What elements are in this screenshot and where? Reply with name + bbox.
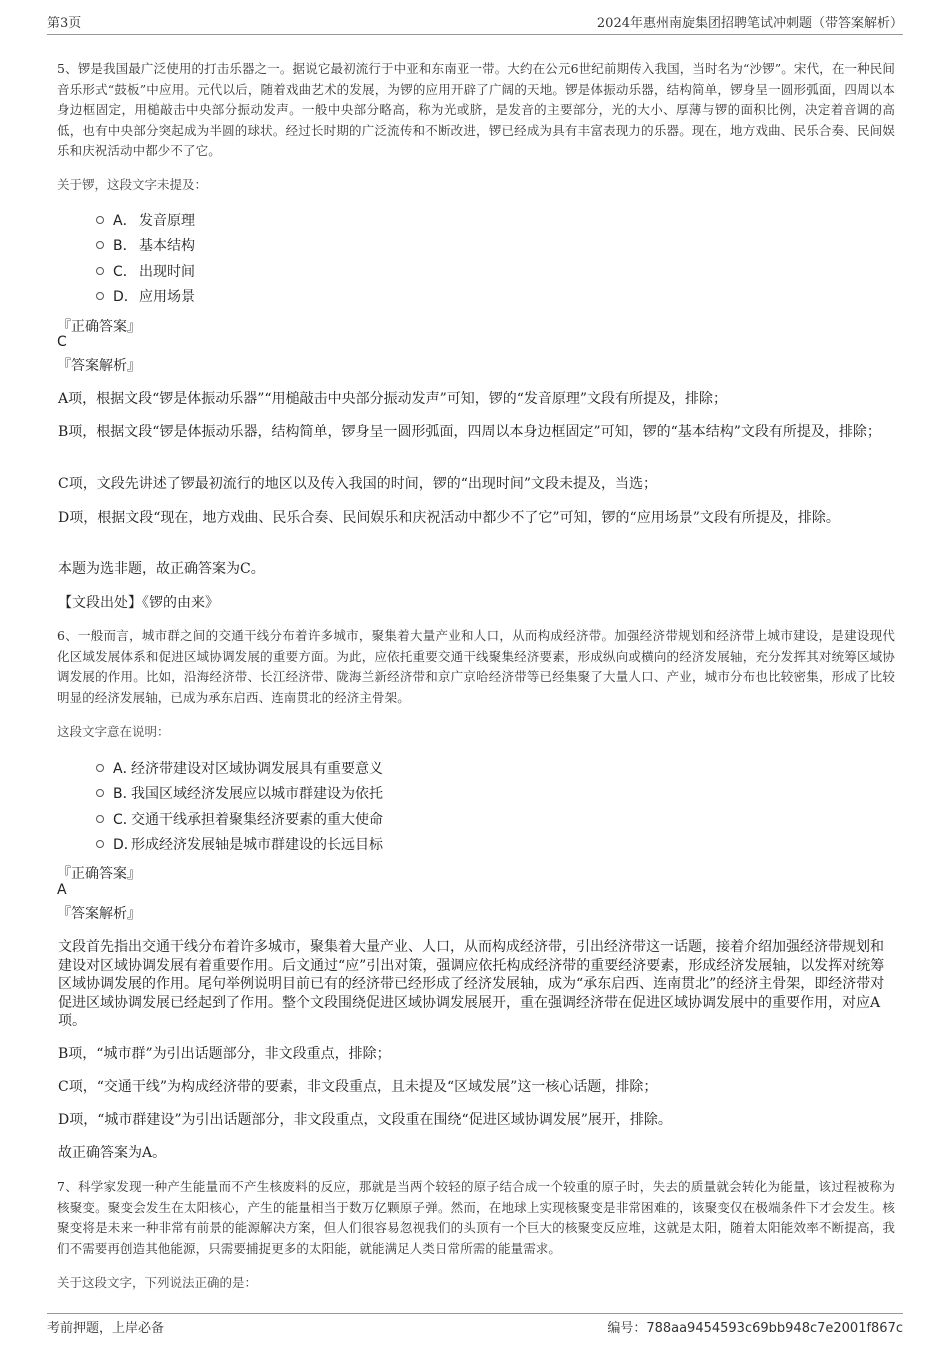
q5-answer-label: 『正确答案』 [57, 319, 141, 335]
option-text: 应用场景 [139, 289, 195, 306]
q5-source: 【文段出处】《锣的由来》 [58, 595, 219, 611]
q5-option-a[interactable] [96, 207, 195, 233]
option-letter: B． [113, 786, 137, 803]
option-letter: A． [113, 212, 137, 229]
q5-option-c[interactable] [96, 258, 195, 284]
radio-icon[interactable] [96, 815, 104, 823]
q6-explanation-d: D项，“城市群建设”为引出话题部分，非文段重点，文段重在围绕“促进区域协调发展”展开，排除。 [58, 1112, 672, 1128]
q5-option-d[interactable] [96, 284, 195, 310]
option-letter: A． [113, 760, 137, 777]
option-text: 出现时间 [139, 263, 195, 280]
q6-explanation-c: C项，“交通干线”为构成经济带的要素，非文段重点，且未提及“区域发展”这一核心话题，排除； [58, 1079, 658, 1095]
q6-option-a[interactable] [96, 755, 383, 781]
q6-question: 这段文字意在说明： [57, 724, 170, 739]
q6-answer: A [57, 882, 67, 898]
page-header [47, 12, 903, 35]
q7-passage: 7、科学家发现一种产生能量而不产生核废料的反应，那就是当两个较轻的原子结合成一个较重的原子时，失去的质量就会转化为能量，该过程被称为核聚变。聚变会发生在太阳核心，产生的能量相当于数万亿颗原子弹。然而，在地球上实现核聚变是非常困难的，该聚变仅在极端条件下才会发生。核聚变将是未来一种非常有前景的能源解决方案，但人们很容易忽视我们的头顶有一个巨大的核聚变反应堆，这就是太阳，随着太阳能效率不断提高，我们不需要再创造其他能源，只需要捕捉更多的太阳能，就能满足人类日常所需的能量需求。 [57, 1179, 895, 1256]
option-text: 经济带建设对区域协调发展具有重要意义 [131, 760, 383, 777]
radio-icon[interactable] [96, 789, 104, 797]
q5-analysis-label: 『答案解析』 [57, 358, 141, 374]
radio-icon[interactable] [96, 241, 104, 249]
q6-answer-label: 『正确答案』 [57, 866, 141, 882]
option-text: 发音原理 [139, 212, 195, 229]
radio-icon[interactable] [96, 216, 104, 224]
option-text: 交通干线承担着聚集经济要素的重大使命 [131, 811, 383, 828]
radio-icon[interactable] [96, 292, 104, 300]
page-footer [47, 1313, 903, 1336]
footer-motto: 考前押题，上岸必备 [47, 1321, 165, 1336]
option-letter: B． [113, 238, 137, 255]
q5-conclusion: 本题为选非题，故正确答案为C。 [58, 561, 265, 577]
option-text: 形成经济发展轴是城市群建设的长远目标 [131, 837, 383, 854]
page-number: 第3页 [47, 16, 82, 31]
q5-answer: C [57, 334, 67, 350]
radio-icon[interactable] [96, 764, 104, 772]
q6-explanation-b: B项，“城市群”为引出话题部分，非文段重点，排除； [58, 1046, 391, 1062]
q6-conclusion: 故正确答案为A。 [58, 1145, 167, 1161]
option-letter: D． [113, 837, 138, 854]
q6-explanation-main: 文段首先指出交通干线分布着许多城市，聚集着大量产业、人口，从而构成经济带，引出经济带这一话题，接着介绍加强经济带规划和建设对区域协调发展有着重要作用。后文通过“应”引出对策，强调应依托构成经济带的重要经济要素，形成经济发展轴，以发挥对统筹区域协调发展的作用。尾句举例说明目前已有的经济带已经形成了经济发展轴，成为“承东启西、连南贯北”的经济主骨架，即经济带对促进区域协调发展已经起到了作用。整个文段围绕促进区域协调发展展开，重在强调经济带在促进区域协调发展中的重要作用，对应A项。 [58, 939, 885, 1029]
q6-options [96, 755, 383, 857]
q6-option-c[interactable] [96, 806, 383, 832]
document-code: 编号：788aa9454593c69bb948c7e2001f867c [607, 1321, 903, 1336]
q5-explanation-c: C项，文段先讲述了锣最初流行的地区以及传入我国的时间，锣的“出现时间”文段未提及，当选； [58, 476, 658, 492]
option-letter: C． [113, 811, 137, 828]
q6-option-b[interactable] [96, 781, 383, 807]
option-text: 我国区域经济发展应以城市群建设为依托 [131, 786, 383, 803]
q7-question: 关于这段文字，下列说法正确的是： [57, 1275, 258, 1290]
q6-option-d[interactable] [96, 832, 383, 858]
q6-passage: 6、一般而言，城市群之间的交通干线分布着许多城市，聚集着大量产业和人口，从而构成经济带。加强经济带规划和经济带上城市建设，是建设现代化区域发展体系和促进区域协调发展的重要方面。为此，应依托重要交通干线聚集经济要素，形成纵向或横向的经济发展轴，充分发挥其对统筹区域协调发展的作用。比如，沿海经济带、长江经济带、陇海兰新经济带和京广京哈经济带等已经集聚了大量人口、产业，城市分布也比较密集，形成了比较明显的经济发展轴，已成为承东启西、连南贯北的经济主骨架。 [57, 628, 895, 705]
document-title: 2024年惠州南旋集团招聘笔试冲刺题（带答案解析） [596, 16, 903, 31]
q5-explanation-d: D项，根据文段“现在，地方戏曲、民乐合奏、民间娱乐和庆祝活动中都少不了它”可知，锣的“应用场景”文段有所提及，排除。 [58, 510, 840, 526]
q5-explanation-a: A项，根据文段“锣是体振动乐器”“用槌敲击中央部分振动发声”可知，锣的“发音原理”文段有所提及，排除； [58, 391, 728, 407]
radio-icon[interactable] [96, 267, 104, 275]
option-letter: D． [113, 289, 138, 306]
q5-explanation-b: B项，根据文段“锣是体振动乐器，结构简单，锣身呈一圆形弧面，四周以本身边框固定”可知，锣的“基本结构”文段有所提及，排除； [58, 424, 881, 440]
q5-options [96, 207, 195, 309]
option-letter: C． [113, 263, 137, 280]
q5-option-b[interactable] [96, 233, 195, 259]
option-text: 基本结构 [139, 238, 195, 255]
q6-analysis-label: 『答案解析』 [57, 906, 141, 922]
q5-passage: 5、锣是我国最广泛使用的打击乐器之一。据说它最初流行于中亚和东南亚一带。大约在公元6世纪前期传入我国，当时名为“沙锣”。宋代，在一种民间音乐形式“鼓板”中应用。元代以后，随着戏曲艺术的发展，为锣的应用开辟了广阔的天地。锣是体振动乐器，结构简单，锣身呈一圆形弧面，四周以本身边框固定，用槌敲击中央部分振动发声。一般中央部分略高，称为光或脐，是发音的主要部分，光的大小、厚薄与锣的面积比例，决定着音调的高低，也有中央部分突起成为半圆的球状。经过长时期的广泛流传和不断改进，锣已经成为具有丰富表现力的乐器。现在，地方戏曲、民乐合奏、民间娱乐和庆祝活动中都少不了它。 [57, 61, 895, 158]
q5-question: 关于锣，这段文字未提及： [57, 177, 208, 192]
radio-icon[interactable] [96, 840, 104, 848]
